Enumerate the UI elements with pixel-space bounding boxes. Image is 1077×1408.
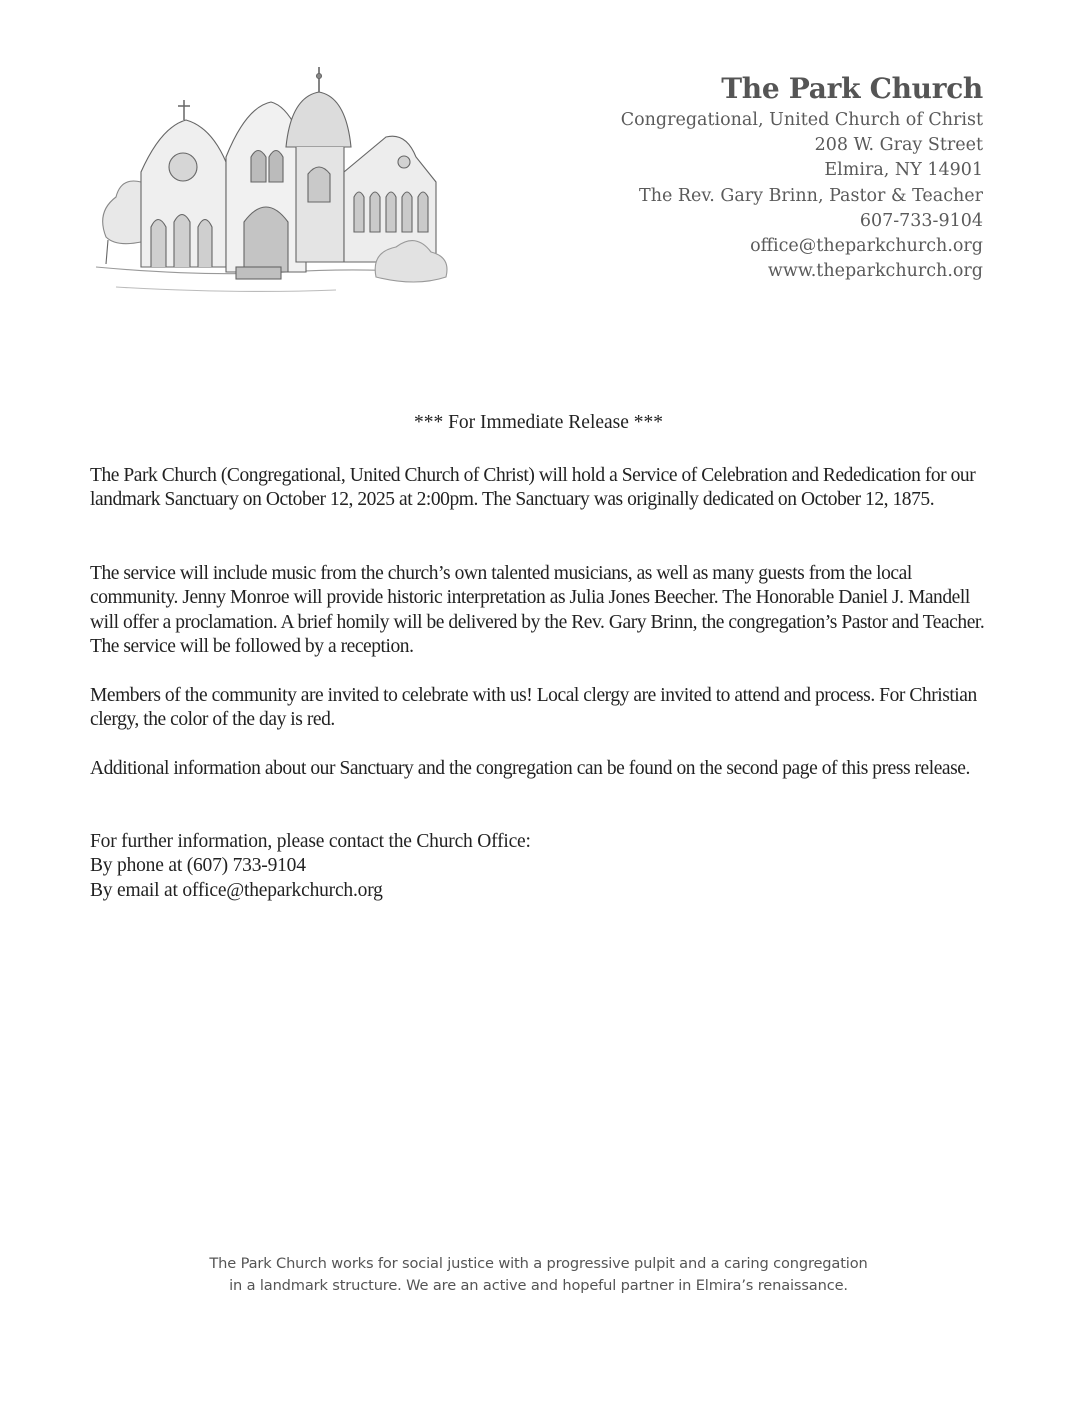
contact-email: By email at office@theparkchurch.org [90,879,383,901]
footer-line-2: in a landmark structure. We are an active and hopeful partner in Elmira’s renaissance. [229,1277,848,1294]
church-logo-illustration [86,62,456,307]
contact-phone: By phone at (607) 733-9104 [90,855,306,877]
email-address: office@theparkchurch.org [750,236,983,257]
organization-name: The Park Church [721,72,983,105]
release-heading: *** For Immediate Release *** [413,412,664,433]
footer-line-1: The Park Church works for social justice with a progressive pulpit and a caring congregation [209,1255,868,1272]
contact-intro: For further information, please contact the Church Office: [90,831,531,852]
paragraph-additional-info: Additional information about our Sanctuary and the congregation can be found on the second page of this press release. [90,758,970,779]
footer-tagline [0,1253,1077,1297]
phone-number: 607-733-9104 [859,210,983,231]
pastor-line: The Rev. Gary Brinn, Pastor & Teacher [639,185,983,206]
letterhead-block [563,70,983,284]
contact-block [90,830,990,903]
website-url: www.theparkchurch.org [767,261,983,282]
city-state-zip: Elmira, NY 14901 [824,160,983,181]
church-sketch-icon [86,62,456,307]
paragraph-announcement: The Park Church (Congregational, United Church of Christ) will hold a Service of Celebration and Rededication for our landmark Sanctuary on October 12, 2025 at 2:00pm. The Sanctuary was originally dedicated on October 12, 1875. [90,465,976,511]
street-address: 208 W. Gray Street [814,135,983,156]
paragraph-invitation: Members of the community are invited to celebrate with us! Local clergy are invited to attend and process. For Christian clergy, the color of the day is red. [90,685,977,731]
paragraph-service-details: The service will include music from the church’s own talented musicians, as well as many guests from the local community. Jenny Monroe will provide historic interpretation as Julia Jones Beecher. The Honorable Daniel J. Mandell will offer a proclamation. A brief homily will be delivered by the Rev. Gary Brinn, the congregation’s Pastor and Teacher. The service will be followed by a reception. [90,563,985,657]
denomination: Congregational, United Church of Christ [620,110,983,130]
